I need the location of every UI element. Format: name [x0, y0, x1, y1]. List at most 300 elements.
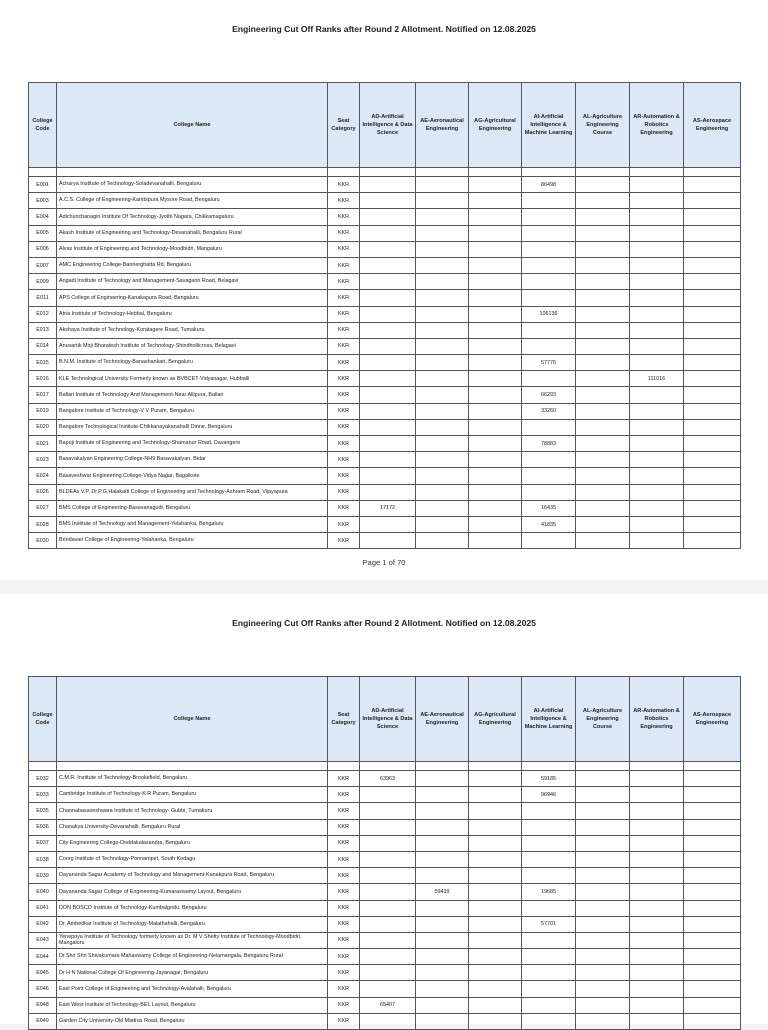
cell-ad — [360, 868, 416, 884]
cell-as — [684, 209, 741, 225]
cell-code: E005 — [29, 225, 57, 241]
cell-ar — [630, 290, 684, 306]
cell-ad — [360, 468, 416, 484]
cell-ae — [416, 468, 469, 484]
cell-ad — [360, 516, 416, 532]
cell-ar — [630, 225, 684, 241]
header-college-code: College Code — [29, 677, 57, 762]
cell-ad — [360, 225, 416, 241]
cell-ai — [522, 932, 576, 948]
cell-ai: 57776 — [522, 355, 576, 371]
header-ar: AR-Automation & Robotics Engineering — [630, 677, 684, 762]
cell-ar — [630, 452, 684, 468]
cell-as — [684, 851, 741, 867]
cell-ad — [360, 387, 416, 403]
cell-al — [576, 771, 630, 787]
cell-ag — [469, 322, 522, 338]
table-row — [29, 932, 741, 948]
cell-name: Dr H N National College Of Engineering-Jayanagar, Bengaluru — [57, 965, 328, 981]
cell-code: E045 — [29, 965, 57, 981]
cell-al — [576, 981, 630, 997]
table-row — [29, 436, 741, 452]
table-row — [29, 981, 741, 997]
cell-code: E043 — [29, 932, 57, 948]
cell-name: Akash Institute of Engineering and Technology-Devanahalli, Bengaluru Rural — [57, 225, 328, 241]
table-row — [29, 516, 741, 532]
cell-as — [684, 916, 741, 932]
cell-code: E039 — [29, 868, 57, 884]
table-row — [29, 177, 741, 193]
cell-as — [684, 193, 741, 209]
table-row — [29, 949, 741, 965]
page-footer: Page 1 of 70 — [362, 558, 406, 567]
cell-al — [576, 835, 630, 851]
cell-ar — [630, 533, 684, 549]
cell-name: Bapuji Institute of Engineering and Technology-Shamanur Road, Davangere — [57, 436, 328, 452]
table-row — [29, 787, 741, 803]
cell-ag — [469, 900, 522, 916]
cell-as — [684, 949, 741, 965]
cell-cat: KKR — [328, 322, 360, 338]
cell-ar — [630, 851, 684, 867]
header-college-name: College Name — [57, 83, 328, 168]
cell-ad — [360, 403, 416, 419]
cell-ad — [360, 355, 416, 371]
table-row — [29, 533, 741, 549]
cell-al — [576, 997, 630, 1013]
cell-al — [576, 787, 630, 803]
cell-ai — [522, 803, 576, 819]
cell-as — [684, 835, 741, 851]
document-title: Engineering Cut Off Ranks after Round 2 Allotment. Notified on 12.08.2025 — [232, 618, 536, 628]
cell-ar: 111016 — [630, 371, 684, 387]
header-college-code: College Code — [29, 83, 57, 168]
cell-as — [684, 306, 741, 322]
cell-ai — [522, 484, 576, 500]
cell-ae — [416, 868, 469, 884]
cell-ae — [416, 387, 469, 403]
cell-ag — [469, 884, 522, 900]
table-header — [29, 83, 741, 168]
cell-ai: 57701 — [522, 916, 576, 932]
cell-ag — [469, 868, 522, 884]
cell-ae — [416, 949, 469, 965]
cell-ag — [469, 851, 522, 867]
header-as: AS-Aerospace Engineering — [684, 677, 741, 762]
cell-ai — [522, 322, 576, 338]
cell-cat: KKR — [328, 835, 360, 851]
cell-ai: 106136 — [522, 306, 576, 322]
cell-ag — [469, 819, 522, 835]
cell-code: E006 — [29, 241, 57, 257]
cell-al — [576, 403, 630, 419]
header-seat-category: Seat Category — [328, 83, 360, 168]
cell-name: Garden City University-Old Madras Road, Bengaluru — [57, 1013, 328, 1029]
cell-ar — [630, 274, 684, 290]
cell-ad — [360, 419, 416, 435]
cell-ae — [416, 932, 469, 948]
cell-ad — [360, 1013, 416, 1029]
cell-al — [576, 193, 630, 209]
cell-code: E040 — [29, 884, 57, 900]
cell-ad — [360, 900, 416, 916]
cell-ai — [522, 981, 576, 997]
cell-al — [576, 500, 630, 516]
cell-ag — [469, 1013, 522, 1029]
cell-code: E020 — [29, 419, 57, 435]
cell-code: E032 — [29, 771, 57, 787]
table-row — [29, 193, 741, 209]
cell-ag — [469, 193, 522, 209]
cell-ag — [469, 965, 522, 981]
cell-ar — [630, 322, 684, 338]
cell-ai: 86498 — [522, 177, 576, 193]
cell-ag — [469, 436, 522, 452]
cell-al — [576, 868, 630, 884]
cell-cat: KKR — [328, 274, 360, 290]
cell-as — [684, 322, 741, 338]
cell-code: E028 — [29, 516, 57, 532]
cell-ai — [522, 997, 576, 1013]
cutoff-table — [28, 82, 741, 549]
cell-name: Cambridge Institute of Technology-K R Puram, Bengaluru — [57, 787, 328, 803]
cell-cat: KKR — [328, 900, 360, 916]
cell-as — [684, 997, 741, 1013]
cell-ai — [522, 338, 576, 354]
cell-name: Bangalore Institute of Technology-V V Puram, Bengaluru — [57, 403, 328, 419]
cell-ai — [522, 419, 576, 435]
cell-ar — [630, 257, 684, 273]
cell-ag — [469, 500, 522, 516]
cell-al — [576, 355, 630, 371]
cell-ad — [360, 981, 416, 997]
cell-name: A.C.S. College of Engineering-Kambipura Mysore Road, Bengaluru — [57, 193, 328, 209]
cell-ae — [416, 981, 469, 997]
cell-ae — [416, 916, 469, 932]
cell-ae — [416, 516, 469, 532]
cell-al — [576, 533, 630, 549]
cell-ad: 65407 — [360, 997, 416, 1013]
cell-ai: 66293 — [522, 387, 576, 403]
cell-ad — [360, 338, 416, 354]
cell-name: Channabasaveshwara Institute of Technology- Gubbi, Tumakuru — [57, 803, 328, 819]
cell-code: E044 — [29, 949, 57, 965]
cell-ae — [416, 419, 469, 435]
cell-as — [684, 290, 741, 306]
cell-ai: 96946 — [522, 787, 576, 803]
table-header — [29, 677, 741, 762]
header-ai: AI-Artificial Intelligence & Machine Learning — [522, 677, 576, 762]
cell-al — [576, 803, 630, 819]
header-college-name: College Name — [57, 677, 328, 762]
table-row — [29, 771, 741, 787]
cell-ar — [630, 916, 684, 932]
cell-ai — [522, 1013, 576, 1029]
cell-name: C.M.R. Institute of Technology-Brookefield, Bengaluru — [57, 771, 328, 787]
cell-ae: 59439 — [416, 884, 469, 900]
cell-ae — [416, 771, 469, 787]
cell-code: E016 — [29, 371, 57, 387]
cell-name: Dayananda Sagar College of Engineering-Kumaraswamy Layout, Bengaluru — [57, 884, 328, 900]
cell-ag — [469, 241, 522, 257]
cell-al — [576, 949, 630, 965]
cell-ai — [522, 900, 576, 916]
cell-ad — [360, 965, 416, 981]
cell-al — [576, 257, 630, 273]
cell-ai — [522, 533, 576, 549]
cell-ae — [416, 851, 469, 867]
cell-ai: 19685 — [522, 884, 576, 900]
cell-name: Yenepoya Institute of Technology formerly known as Dr. M V Shetty Institute of Technology-Moodbidri, Mangaluru — [57, 932, 328, 948]
cell-name: BLDEAs V.P. Dr.P.G.Halakatti College of Engineering and Technology-Ashram Road, Vijayapura — [57, 484, 328, 500]
cell-code: E012 — [29, 306, 57, 322]
cell-name: Angadi Institute of Technology and Management-Savagaon Road, Belagavi — [57, 274, 328, 290]
cell-al — [576, 306, 630, 322]
cell-ae — [416, 997, 469, 1013]
cell-ag — [469, 533, 522, 549]
cell-ai — [522, 851, 576, 867]
cell-ae — [416, 225, 469, 241]
cell-cat: KKR — [328, 533, 360, 549]
table-row — [29, 484, 741, 500]
cell-ad: 63963 — [360, 771, 416, 787]
cell-name: Dayananda Sagar Academy of Technology and Management-Kanakpura Road, Bengaluru — [57, 868, 328, 884]
cell-name: Atria Institute of Technology-Hebbal, Bengaluru — [57, 306, 328, 322]
cell-al — [576, 241, 630, 257]
cell-as — [684, 932, 741, 948]
cell-ag — [469, 257, 522, 273]
cell-al — [576, 932, 630, 948]
cell-name: Akshaya Institute of Technology-Koratagere Road, Tumakuru — [57, 322, 328, 338]
cell-ad — [360, 290, 416, 306]
header-ad: AD-Artificial Intelligence & Data Science — [360, 83, 416, 168]
cell-ae — [416, 177, 469, 193]
cell-ar — [630, 241, 684, 257]
cell-al — [576, 468, 630, 484]
cell-ae — [416, 1013, 469, 1029]
cell-cat: KKR — [328, 209, 360, 225]
cell-name: APS College of Engineering-Kanakapura Road, Bengaluru — [57, 290, 328, 306]
cell-code: E036 — [29, 819, 57, 835]
cell-as — [684, 274, 741, 290]
cell-code: E021 — [29, 436, 57, 452]
cell-cat: KKR — [328, 419, 360, 435]
cutoff-table — [28, 676, 741, 1030]
cell-ad — [360, 884, 416, 900]
cell-cat: KKR — [328, 819, 360, 835]
cell-cat: KKR — [328, 868, 360, 884]
cell-ai — [522, 452, 576, 468]
cell-ad — [360, 452, 416, 468]
cell-name: East West Institute of Technology-BEL Layout, Bengaluru — [57, 997, 328, 1013]
cell-cat: KKR — [328, 787, 360, 803]
cell-al — [576, 1013, 630, 1029]
cell-as — [684, 436, 741, 452]
cell-ar — [630, 500, 684, 516]
table-spacer-row — [29, 762, 741, 771]
table-row — [29, 209, 741, 225]
cell-ar — [630, 306, 684, 322]
cell-ar — [630, 981, 684, 997]
cell-ar — [630, 835, 684, 851]
cell-as — [684, 500, 741, 516]
cell-name: Coorg Institute of Technology-Ponnampet, South Kodagu — [57, 851, 328, 867]
header-ai: AI-Artificial Intelligence & Machine Learning — [522, 83, 576, 168]
cell-ar — [630, 932, 684, 948]
cell-ad — [360, 533, 416, 549]
table-body — [29, 762, 741, 1030]
cell-code: E024 — [29, 468, 57, 484]
cell-ar — [630, 997, 684, 1013]
cell-ai — [522, 193, 576, 209]
cell-ag — [469, 835, 522, 851]
cell-as — [684, 338, 741, 354]
cell-ai — [522, 819, 576, 835]
cell-ad — [360, 803, 416, 819]
cell-cat: KKR — [328, 516, 360, 532]
cell-al — [576, 290, 630, 306]
cell-ar — [630, 1013, 684, 1029]
cell-ar — [630, 900, 684, 916]
page-2 — [0, 594, 768, 1024]
cell-code: E037 — [29, 835, 57, 851]
cell-al — [576, 516, 630, 532]
cell-ad — [360, 949, 416, 965]
table-row — [29, 900, 741, 916]
cell-al — [576, 419, 630, 435]
cell-as — [684, 868, 741, 884]
cell-cat: KKR — [328, 500, 360, 516]
cell-ag — [469, 371, 522, 387]
table-row — [29, 419, 741, 435]
cell-ar — [630, 868, 684, 884]
cell-al — [576, 177, 630, 193]
cell-code: E007 — [29, 257, 57, 273]
table-row — [29, 868, 741, 884]
cell-ae — [416, 322, 469, 338]
cell-ae — [416, 306, 469, 322]
table-row — [29, 803, 741, 819]
cell-as — [684, 1013, 741, 1029]
cell-code: E046 — [29, 981, 57, 997]
cell-code: E049 — [29, 1013, 57, 1029]
cell-name: B.N.M. Institute of Technology-Banashankari, Bengaluru — [57, 355, 328, 371]
cell-code: E038 — [29, 851, 57, 867]
cell-ai — [522, 371, 576, 387]
cell-ae — [416, 484, 469, 500]
cell-al — [576, 225, 630, 241]
cell-ad: 17172 — [360, 500, 416, 516]
cell-ai — [522, 835, 576, 851]
cell-cat: KKR — [328, 981, 360, 997]
table-row — [29, 387, 741, 403]
cell-ag — [469, 468, 522, 484]
cell-ad — [360, 322, 416, 338]
cell-al — [576, 965, 630, 981]
table-row — [29, 225, 741, 241]
cell-as — [684, 355, 741, 371]
cell-ae — [416, 241, 469, 257]
cell-ar — [630, 193, 684, 209]
cell-al — [576, 484, 630, 500]
cell-ar — [630, 516, 684, 532]
cell-ae — [416, 403, 469, 419]
cell-as — [684, 771, 741, 787]
cell-name: Bangalore Technological Institute-Chikkanayakanahalli Dinne, Bengaluru — [57, 419, 328, 435]
cell-ad — [360, 835, 416, 851]
cell-ag — [469, 177, 522, 193]
header-ae: AE-Aeronautical Engineering — [416, 83, 469, 168]
cell-ai: 59185 — [522, 771, 576, 787]
cell-ae — [416, 371, 469, 387]
cell-ar — [630, 177, 684, 193]
cell-ag — [469, 338, 522, 354]
cell-as — [684, 371, 741, 387]
cell-ae — [416, 965, 469, 981]
cell-name: Dr.Shri Shri Shivakumara Mahaswamy College of Engineering-Nelamangala, Bengaluru Rural — [57, 949, 328, 965]
cell-al — [576, 916, 630, 932]
cell-ag — [469, 419, 522, 435]
cell-as — [684, 468, 741, 484]
cell-ar — [630, 884, 684, 900]
cell-name: City Engineering College-Doddakalasandra, Bengaluru — [57, 835, 328, 851]
cell-as — [684, 452, 741, 468]
cell-ad — [360, 177, 416, 193]
table-row — [29, 290, 741, 306]
table-row — [29, 1013, 741, 1029]
cell-ar — [630, 787, 684, 803]
cell-cat: KKR — [328, 932, 360, 948]
cell-ai — [522, 965, 576, 981]
table-row — [29, 835, 741, 851]
cell-ae — [416, 787, 469, 803]
cell-ag — [469, 225, 522, 241]
cell-code: E035 — [29, 803, 57, 819]
cell-ag — [469, 981, 522, 997]
cell-al — [576, 274, 630, 290]
cell-al — [576, 436, 630, 452]
cell-as — [684, 516, 741, 532]
cell-ag — [469, 787, 522, 803]
cell-name: DON BOSCO Institute of Technology-Kumbalgodu, Bengaluru — [57, 900, 328, 916]
cell-ai — [522, 468, 576, 484]
cell-ar — [630, 387, 684, 403]
cell-code: E023 — [29, 452, 57, 468]
table-row — [29, 274, 741, 290]
cell-name: Chanakya University-Devanahalli, Bengaluru Rural — [57, 819, 328, 835]
cell-ae — [416, 209, 469, 225]
cell-name: Anuvartik Mirji Bharatesh Institute of Technology-Shindhollicross, Belagavi — [57, 338, 328, 354]
cell-as — [684, 419, 741, 435]
cell-ag — [469, 387, 522, 403]
cell-ar — [630, 338, 684, 354]
cell-ae — [416, 274, 469, 290]
cell-name: KLE Technological University Formerly known as BVBCET-Vidyanagar, Hubballi — [57, 371, 328, 387]
cell-ae — [416, 900, 469, 916]
cell-ag — [469, 209, 522, 225]
cell-cat: KKR — [328, 387, 360, 403]
cell-code: E009 — [29, 274, 57, 290]
table-row — [29, 997, 741, 1013]
cell-code: E026 — [29, 484, 57, 500]
cell-name: East Point College of Engineering and Technology-Avalahalli, Bengaluru — [57, 981, 328, 997]
header-as: AS-Aerospace Engineering — [684, 83, 741, 168]
cell-code: E042 — [29, 916, 57, 932]
cell-code: E015 — [29, 355, 57, 371]
cell-ad — [360, 932, 416, 948]
cell-ad — [360, 241, 416, 257]
cell-as — [684, 884, 741, 900]
